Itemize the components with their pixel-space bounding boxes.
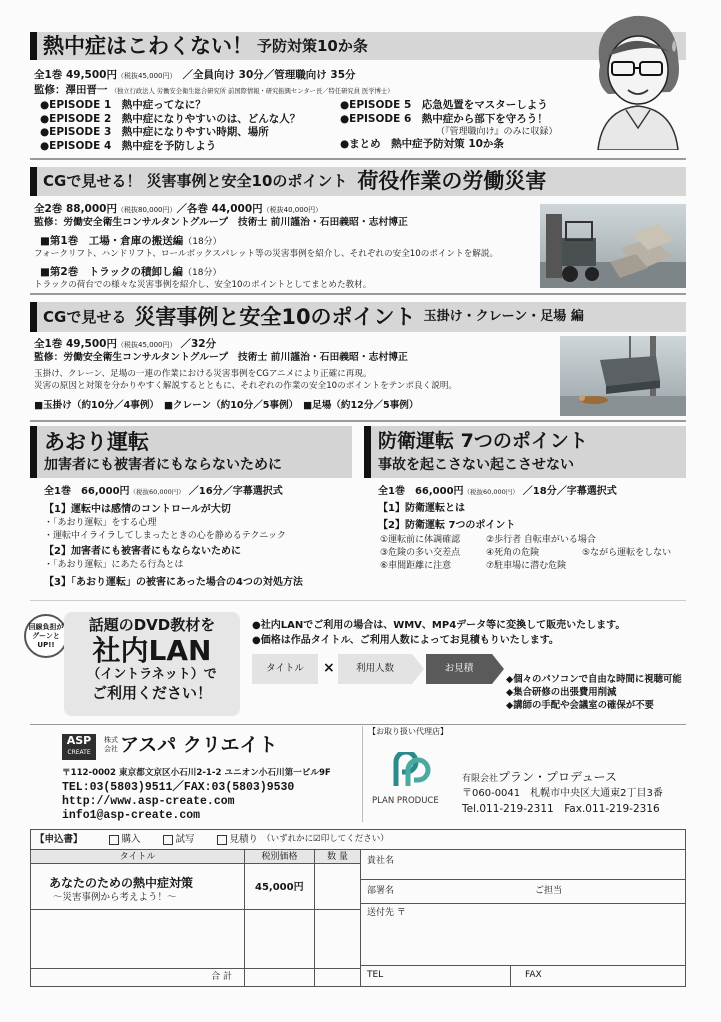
s5-point: ⑥車間距離に注意 [380, 561, 452, 571]
company-address: 〒112-0002 東京都文京区小石川2-1-2 ユニオン小石川第一ビル9F [62, 768, 331, 778]
section5-header [364, 426, 686, 478]
s4-price: 全1巻 66,000円 [44, 486, 130, 497]
s2-title-b: 荷役作業の労働災害 [357, 169, 547, 194]
s5-tax: （税抜60,000円） [463, 488, 519, 496]
s2-title-a: CGで見せる！ 災害事例と安全10のポイント [43, 172, 348, 191]
s4-items [44, 503, 303, 590]
divider [30, 600, 686, 601]
s1-price-row [34, 69, 356, 82]
lan-badge: 回線負担が グーンと UP!! [24, 614, 68, 658]
total-price-input[interactable] [245, 968, 315, 986]
s3-price: 全1巻 49,500円 [34, 338, 117, 350]
s2-supervisor: 監修：労働安全衛生コンサルタントグループ 技術士 前川謹治・石田義昭・志村博正 [34, 217, 408, 228]
blank-qty-cell [315, 910, 361, 968]
s4-subtitle: 加害者にも被害者にもならないために [44, 457, 282, 473]
checkbox-purchase[interactable] [109, 835, 119, 845]
s3-duration: ／32分 [180, 338, 217, 350]
arrow-right-icon [412, 654, 424, 684]
s5-point: ①運転前に体調確認 [380, 535, 461, 545]
lan-headline-2: 社内LAN [92, 633, 212, 667]
s5-point: ③危険の多い交差点 [380, 548, 461, 558]
s2-vol1-title: ■第1巻 工場・倉庫の搬送編 [40, 235, 184, 247]
s4-duration: ／16分／字幕選択式 [188, 486, 283, 497]
footer-divider [30, 724, 686, 725]
agent-address: 〒060-0041 札幌市中央区大通東2丁目3番 [462, 788, 663, 799]
lan-benefits [506, 673, 682, 712]
agent-tel: Tel.011-219-2311 Fax.011-219-2316 [462, 803, 660, 815]
s3-tax: （税抜45,000円） [116, 341, 177, 349]
crane-accident-cg-image [560, 336, 686, 416]
agent-label: 【お取り扱い代理店】 [368, 727, 448, 736]
s2-vol1-len: （18分） [183, 237, 222, 247]
s1-duration: ／全員向け 30分／管理職向け 35分 [182, 69, 356, 81]
qty-input[interactable] [315, 864, 361, 910]
company-url[interactable]: http://www.asp-create.com [62, 795, 235, 808]
asp-create-logo: ASP CREATE [62, 734, 96, 760]
s1-supervisor-row [34, 84, 394, 98]
s2-vol1-desc: フォークリフト、ハンドリフト、ロールボックスパレット等の災害事例を紹介し、それぞれの安全10のポイントを解説。 [34, 249, 499, 259]
section4-header [30, 426, 352, 478]
company-kabu: 株式 会社 [104, 736, 118, 753]
item-title: あなたのための熱中症対策 [49, 876, 194, 890]
s4-item: 【2】加害者にも被害者にもならないために [44, 546, 241, 557]
benefit-item: ◆講師の手配や会議室の確保が不要 [506, 700, 654, 711]
s1-episodes-left [40, 99, 300, 153]
s2-vol2-desc: トラックの荷台での様々な災害事例を紹介し、安全10のポイントとしてまとめた教材。 [34, 280, 372, 290]
agent-name-row: 有限会社プラン・プロデュース [462, 770, 618, 784]
address-field[interactable]: 送付先 〒 [361, 904, 685, 966]
s4-item: ・運転中イライラしてしまったときの心を静めるテクニック [44, 531, 286, 541]
chip-title: タイトル [252, 654, 318, 684]
divider [30, 293, 686, 295]
s3-price-row [34, 338, 216, 351]
checkbox-estimate[interactable] [217, 835, 227, 845]
s1-price: 全1巻 49,500円 [34, 69, 117, 81]
s3-title-b: 災害事例と安全10のポイント [134, 304, 416, 329]
tel-field[interactable]: TEL [361, 966, 511, 986]
s2-tax1: （税抜80,000円） [116, 206, 177, 214]
s4-item: ・「あおり運転」をする心理 [44, 518, 157, 528]
order-options-row: 【申込書】 購入 試写 見積り （いずれかに☑印してください） [31, 830, 685, 850]
episode-item: ●EPISODE 4 熱中症を予防しよう [40, 139, 217, 152]
col-header-price: 税別価格 [245, 850, 315, 864]
episode-note: （『管理職向け』のみに収録） [436, 127, 558, 137]
s5-item2: 【2】防衛運転 7つのポイント [378, 520, 516, 531]
item-subtitle: 〜災害事例から考えよう！〜 [53, 892, 177, 903]
s4-item: ・「あおり運転」にあたる行為とは [44, 560, 184, 570]
s5-subtitle: 事故を起こさない起こさせない [378, 457, 574, 473]
s2-tax2: （税抜40,000円） [262, 206, 323, 214]
s5-point: ⑤ながら運転をしない [582, 548, 672, 558]
s2-price: 全2巻 88,000円 [34, 203, 117, 215]
lan-headline-3: （イントラネット）で [87, 666, 217, 682]
benefit-item: ◆個々のパソコンで自由な時間に視聴可能 [506, 674, 682, 685]
item-title-cell [31, 864, 245, 910]
episode-item: ●EPISODE 6 熱中症から部下を守ろう！ [340, 112, 548, 125]
s5-point: ④死角の危険 [486, 548, 540, 558]
benefit-item: ◆集合研修の出張費用削減 [506, 687, 617, 698]
times-sign: × [323, 660, 335, 676]
lan-headline-4: ご利用ください！ [91, 684, 212, 702]
chip-estimate: お見積 [426, 654, 492, 684]
col-header-qty: 数 量 [315, 850, 361, 864]
blank-title-cell [31, 910, 245, 968]
checkbox-preview[interactable] [163, 835, 173, 845]
total-row [31, 968, 245, 986]
s5-item1: 【1】防衛運転とは [378, 503, 465, 514]
s1-tax: （税抜45,000円） [116, 72, 177, 80]
section2-header [30, 167, 686, 196]
agent-name: プラン・プロデュース [498, 770, 618, 784]
episode-item: ●まとめ 熱中症予防対策 10か条 [340, 138, 504, 150]
s4-item: 【3】「あおり運転」の被害にあった場合の4つの対処方法 [44, 577, 303, 588]
col-header-title: タイトル [31, 850, 245, 864]
company-name-field[interactable]: 貴社名 [361, 850, 685, 880]
chip-users: 利用人数 [338, 654, 412, 684]
s2-vol2-len: （18分） [183, 268, 222, 278]
s5-point: ⑦駐車場に潜む危険 [486, 561, 567, 571]
episode-item: ●EPISODE 2 熱中症になりやすいのは、どんな人？ [40, 112, 301, 125]
s5-duration: ／18分／字幕選択式 [522, 486, 617, 497]
blank-price-cell [245, 910, 315, 968]
s4-item: 【1】運転中は感情のコントロールが大切 [44, 504, 231, 515]
s3-title-c: 玉掛け・クレーン・足場 編 [423, 308, 584, 324]
lan-note1: ●社内LANでご利用の場合は、WMV、MP4データ等に変換して販売いたします。 [252, 620, 626, 631]
divider [30, 158, 686, 160]
company-name: アスパ クリエイト [120, 734, 278, 756]
s3-chapters: ■玉掛け（約10分／4事例） ■クレーン（約10分／5事例） ■足場（約12分／5事例） [34, 400, 419, 411]
s2-vol1 [40, 235, 222, 249]
forklift-cg-image [540, 204, 686, 288]
s5-point: ②歩行者 自転車がいる場合 [486, 535, 596, 545]
fax-field[interactable]: FAX [525, 970, 542, 980]
s5-points [380, 534, 671, 573]
lan-headline [64, 612, 240, 716]
order-form [30, 829, 686, 987]
order-label: 【申込書】 [35, 833, 83, 845]
agent-logo-text: PLAN PRODUCE [372, 796, 439, 806]
person-field[interactable]: ご担当 [511, 880, 685, 904]
arrow-right-icon [492, 654, 504, 684]
total-label: 合 計 [211, 972, 232, 982]
order-hint: （いずれかに☑印してください） [262, 834, 389, 845]
s2-vol2 [40, 266, 221, 280]
s3-supervisor: 監修：労働安全衛生コンサルタントグループ 技術士 前川謹治・石田義昭・志村博正 [34, 352, 408, 363]
s4-title: あおり運転 [44, 430, 149, 454]
total-qty-input[interactable] [315, 968, 361, 986]
plan-produce-logo-icon [388, 752, 432, 788]
lan-note2: ●価格は作品タイトル、ご利用人数によってお見積もりいたします。 [252, 635, 559, 646]
s2-each: ／各巻 44,000円 [176, 203, 263, 215]
s5-price-row [378, 486, 617, 499]
s1-supervisor-note: （独立行政法人 労働安全衛生総合研究所 前国際情報・研究振興センター長／特任研究員 医学博士） [110, 88, 394, 95]
s4-price-row [44, 486, 283, 499]
episode-item: ●EPISODE 5 応急処置をマスターしよう [340, 99, 548, 111]
item-price: 45,000円 [255, 882, 304, 893]
s2-price-row [34, 203, 322, 216]
s3-desc2: 災害の原因と対策を分かりやすく解説するとともに、それぞれの作業の安全10のポイントをテンポ良く説明。 [34, 381, 458, 391]
episode-item: ●EPISODE 1 熱中症ってなに？ [40, 99, 206, 111]
episode-item: ●EPISODE 3 熱中症になりやすい時期、場所 [40, 126, 269, 138]
s1-title: 熱中症はこわくない！ [43, 33, 253, 58]
s1-episodes-right [340, 99, 558, 152]
dept-field[interactable]: 部署名 [361, 880, 511, 904]
s1-supervisor: 監修：澤田晋一 [34, 84, 108, 96]
company-tel: TEL:03(5803)9511／FAX:03(5803)9530 [62, 781, 295, 794]
s1-title-sub: 予防対策10か条 [257, 36, 368, 55]
section3-header [30, 302, 686, 332]
s4-tax: （税抜60,000円） [129, 488, 185, 496]
lan-headline-1: 話題のDVD教材を [88, 616, 216, 634]
s3-desc1: 玉掛け、クレーン、足場の一連の作業における災害事例をCGアニメにより正確に再現。 [34, 369, 372, 379]
s5-price: 全1巻 66,000円 [378, 486, 464, 497]
s2-vol2-title: ■第2巻 トラックの積卸し編 [40, 266, 184, 278]
item-price-cell [245, 864, 315, 910]
s3-title-a: CGで見せる [43, 307, 127, 326]
s5-title: 防衛運転 7つのポイント [378, 430, 588, 452]
company-email[interactable]: info1@asp-create.com [62, 809, 201, 822]
heatstroke-character-illustration [578, 6, 696, 150]
divider [30, 420, 686, 422]
